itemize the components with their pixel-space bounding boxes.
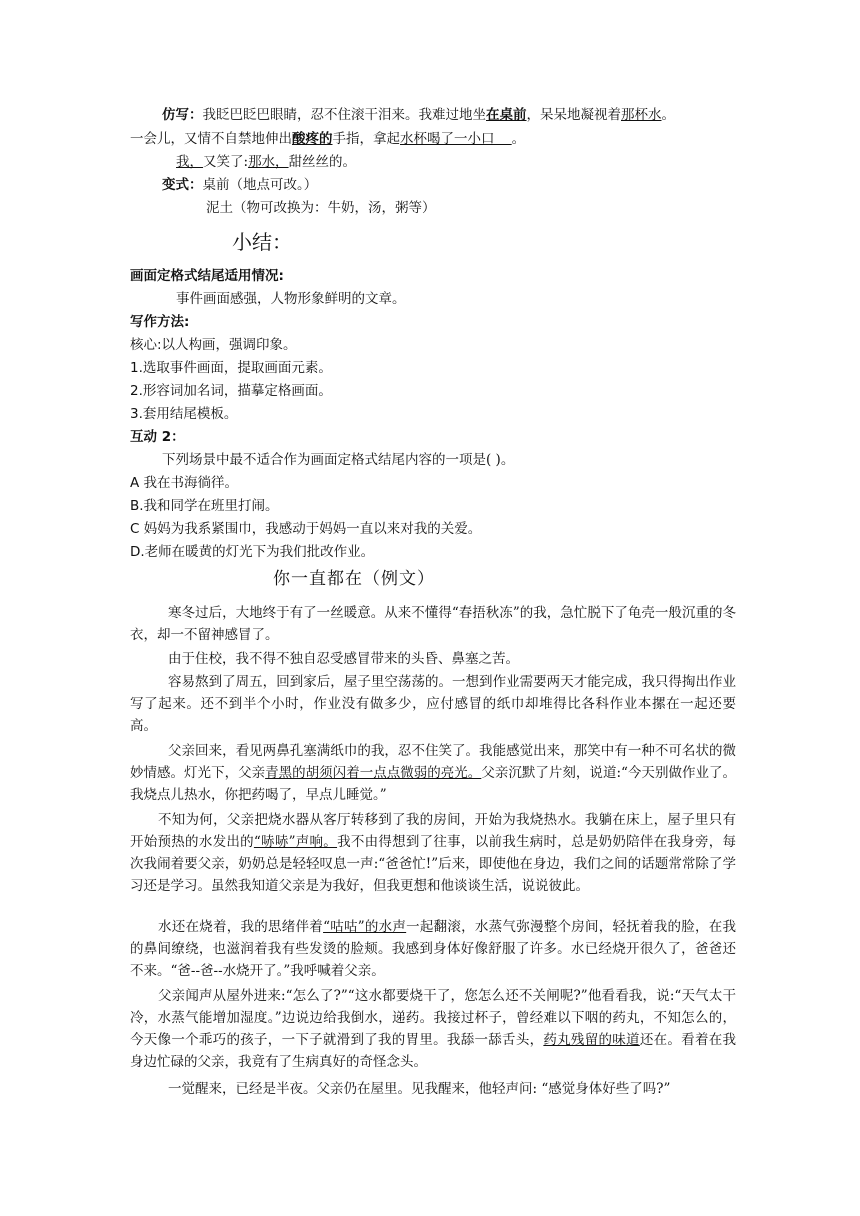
option-b: B.我和同学在班里打闹。 bbox=[130, 498, 279, 514]
interaction-question: 下列场景中最不适合作为画面定格式结尾内容的一项是( )。 bbox=[162, 452, 515, 468]
essay-paragraph-7: 父亲闻声从屋外进来:“怎么了?”“这水都要烧干了，您怎么还不关闸呢?”他看看我，说:“天气太干冷，水蒸气能增加湿度。”边说边给我倒水，递药。我接过杯子，曾经难以下咽的药丸，不知怎么的，今天像一个乖巧的孩子，一下子就滑到了我的胃里。我舔一舔舌头，药丸残留的味道还在。看着在我身边忙碌的父亲，我竟有了生病真好的奇怪念头。 bbox=[130, 988, 737, 1070]
essay-paragraph-2: 由于住校，我不得不独自忍受感冒带来的头昏、鼻塞之苦。 bbox=[168, 651, 519, 667]
essay-paragraph-4: 父亲回来，看见两鼻孔塞满纸巾的我，忍不住笑了。我能感觉出来，那笑中有一种不可名状的微妙情感。灯光下，父亲青黑的胡须闪着一点点微弱的亮光。父亲沉默了片刻，说道:“今天别做作业了。 我烧点儿热水，你把药喝了，早点儿睡觉。” bbox=[130, 743, 737, 803]
summary-core: 核心:以人构画，强调印象。 bbox=[130, 337, 297, 353]
summary-step-2: 2.形容词加名词，描摹定格画面。 bbox=[130, 383, 332, 399]
summary-subheading-applicable: 画面定格式结尾适用情况: bbox=[130, 268, 284, 284]
summary-subheading-method: 写作方法: bbox=[130, 314, 190, 330]
option-c: C 妈妈为我系紧围巾，我感动于妈妈一直以来对我的关爱。 bbox=[130, 521, 482, 537]
essay-paragraph-5: 不知为何，父亲把烧水器从客厅转移到了我的房间，开始为我烧热水。我躺在床上，屋子里只有开始预热的水发出的“哧哧”声响。我不由得想到了往事，以前我生病时，总是奶奶陪伴在我身旁，每次我闹着要父亲，奶奶总是轻轻叹息一声:“爸爸忙!”后来，即使他在身边，我们之间的话题常常除了学习还是学习。虽然我知道父亲是为我好，但我更想和他谈谈生活，说说彼此。 bbox=[130, 812, 736, 894]
imitation-line-2: 一会儿，又情不自禁地伸出酸疼的手指，拿起水杯喝了一小口 。 bbox=[130, 131, 526, 147]
interaction-heading: 互动 2： bbox=[130, 429, 185, 445]
summary-applicable-text: 事件画面感强，人物形象鲜明的文章。 bbox=[176, 291, 406, 307]
essay-paragraph-6: 水还在烧着，我的思绪伴着“咕咕”的水声一起翻滚，水蒸气弥漫整个房间，轻抚着我的脸，在我的鼻间缭绕，也滋润着我有些发烫的脸颊。我感到身体好像舒服了许多。水已经烧开很久了，爸爸还不来。“爸--爸--水烧开了。”我呼喊着父亲。 bbox=[130, 919, 737, 979]
option-a: A 我在书海徜徉。 bbox=[130, 475, 239, 491]
summary-heading: 小结： bbox=[232, 230, 292, 254]
option-d: D.老师在暖黄的灯光下为我们批改作业。 bbox=[130, 544, 375, 560]
variant-line-1: 变式：桌前（地点可改。） bbox=[162, 177, 318, 193]
imitation-line-1: 仿写：我眨巴眨巴眼睛，忍不住滚干泪来。我难过地坐在桌前，呆呆地凝视着那杯水。 bbox=[162, 107, 675, 123]
essay-paragraph-8: 一觉醒来，已经是半夜。父亲仍在屋里。见我醒来，他轻声问: “感觉身体好些了吗?” bbox=[168, 1081, 671, 1097]
imitation-label: 仿写： bbox=[162, 107, 203, 123]
essay-title: 你一直都在（例文） bbox=[273, 569, 435, 589]
variant-line-2: 泥土（物可改换为：牛奶，汤，粥等） bbox=[206, 200, 436, 216]
summary-step-3: 3.套用结尾模板。 bbox=[130, 406, 238, 422]
essay-paragraph-3: 容易熬到了周五，回到家后，屋子里空荡荡的。一想到作业需要两天才能完成，我只得掏出作业写了起来。还不到半个小时，作业没有做多少，应付感冒的纸巾却堆得比各科作业本摞在一起还要高。 bbox=[130, 674, 736, 734]
imitation-line-3: 我，又笑了:那水，甜丝丝的。 bbox=[176, 154, 357, 170]
summary-step-1: 1.选取事件画面，提取画面元素。 bbox=[130, 360, 332, 376]
variant-label: 变式： bbox=[162, 177, 203, 193]
essay-paragraph-1: 寒冬过后，大地终于有了一丝暖意。从来不懂得“春捂秋冻”的我，急忙脱下了龟壳一般沉重的冬衣，却一不留神感冒了。 bbox=[130, 605, 736, 643]
